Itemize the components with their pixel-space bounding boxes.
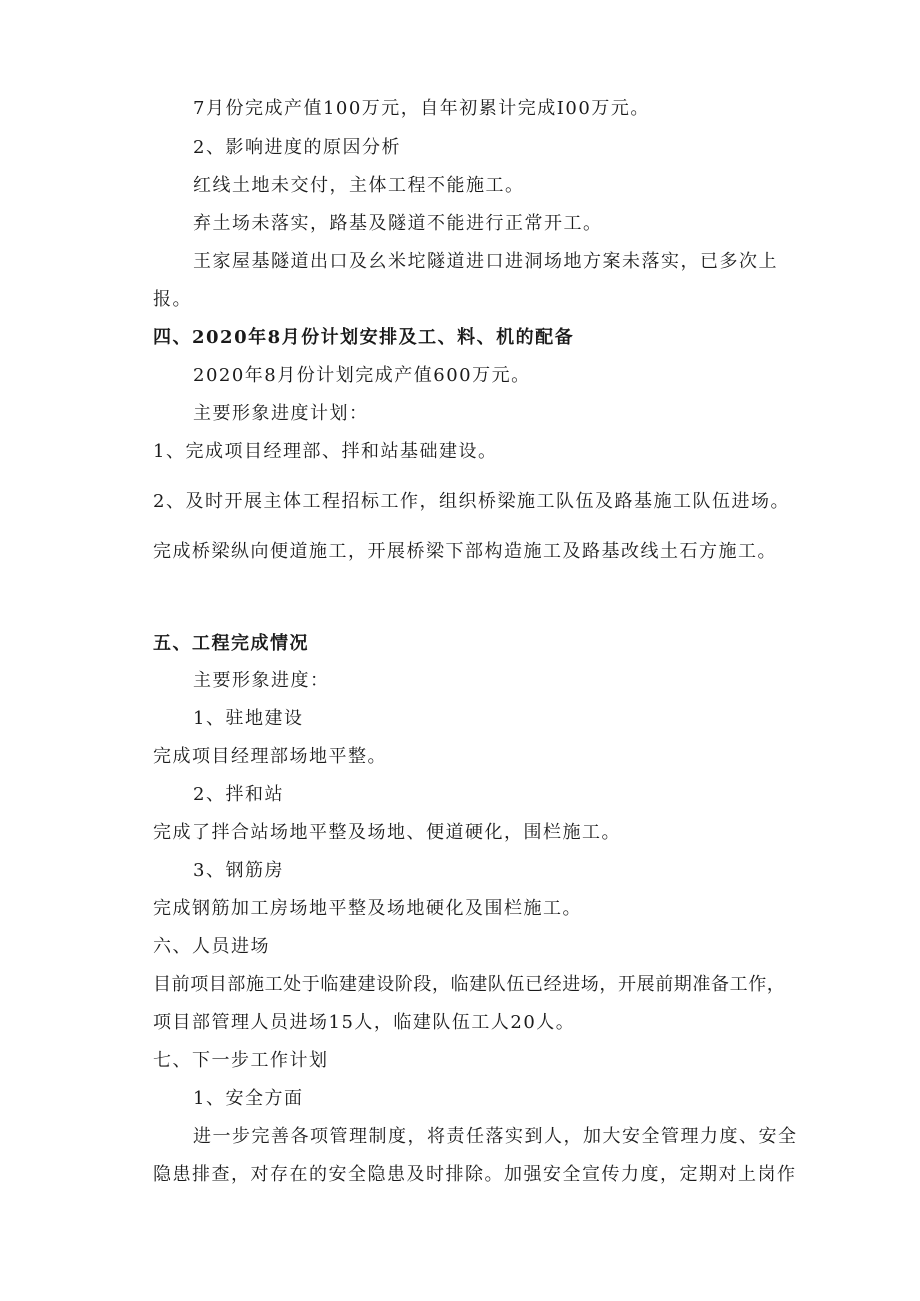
paragraph-main-progress-plan: 主要形象进度计划： bbox=[193, 403, 369, 424]
paragraph-camp-done: 完成项目经理部场地平整。 bbox=[153, 746, 387, 767]
paragraph-redline-land: 红线土地未交付，主体工程不能施工。 bbox=[193, 175, 525, 196]
paragraph-rebar-house-done: 完成钢筋加工房场地平整及场地硬化及围栏施工。 bbox=[153, 898, 582, 919]
subheading-camp-construction: 1、驻地建设 bbox=[193, 708, 304, 729]
subheading-delay-reasons: 2、影响进度的原因分析 bbox=[193, 137, 401, 158]
paragraph-july-output: 7月份完成产值100万元，自年初累计完成I00万元。 bbox=[193, 98, 650, 119]
paragraph-bridge-access-road: 完成桥梁纵向便道施工，开展桥梁下部构造施工及路基改线土石方施工。 bbox=[153, 541, 777, 562]
paragraph-tunnel-portal-line1: 王家屋基隧道出口及幺米坨隧道进口进洞场地方案未落实，已多次上 bbox=[193, 251, 778, 272]
list-item-plan-2: 2、及时开展主体工程招标工作，组织桥梁施工队伍及路基施工队伍进场。 bbox=[153, 491, 790, 512]
list-item-plan-1: 1、完成项目经理部、拌和站基础建设。 bbox=[153, 441, 498, 462]
subheading-safety: 1、安全方面 bbox=[193, 1088, 304, 1109]
paragraph-safety-line1: 进一步完善各项管理制度，将责任落实到人，加大安全管理力度、安全 bbox=[193, 1126, 798, 1147]
paragraph-mixing-station-done: 完成了拌合站场地平整及场地、便道硬化，围栏施工。 bbox=[153, 822, 621, 843]
paragraph-personnel-line2: 项目部管理人员进场15人，临建队伍工人20人。 bbox=[153, 1012, 576, 1033]
section-heading-5: 五、工程完成情况 bbox=[153, 633, 309, 654]
paragraph-tunnel-portal-line2: 报。 bbox=[153, 289, 192, 310]
section-heading-6: 六、人员进场 bbox=[153, 936, 270, 957]
subheading-rebar-house: 3、钢筋房 bbox=[193, 860, 284, 881]
paragraph-main-progress: 主要形象进度： bbox=[193, 670, 330, 691]
paragraph-august-plan-value: 2020年8月份计划完成产值600万元。 bbox=[193, 365, 531, 386]
paragraph-spoil-site: 弃土场未落实，路基及隧道不能进行正常开工。 bbox=[193, 213, 603, 234]
section-heading-4: 四、2020年8月份计划安排及工、料、机的配备 bbox=[153, 327, 575, 348]
section-heading-7: 七、下一步工作计划 bbox=[153, 1050, 329, 1071]
paragraph-safety-line2: 隐患排查，对存在的安全隐患及时排除。加强安全宣传力度，定期对上岗作 bbox=[153, 1164, 797, 1185]
subheading-mixing-station: 2、拌和站 bbox=[193, 784, 284, 805]
paragraph-personnel-line1: 目前项目部施工处于临建建设阶段，临建队伍已经进场，开展前期准备工作， bbox=[153, 974, 786, 995]
